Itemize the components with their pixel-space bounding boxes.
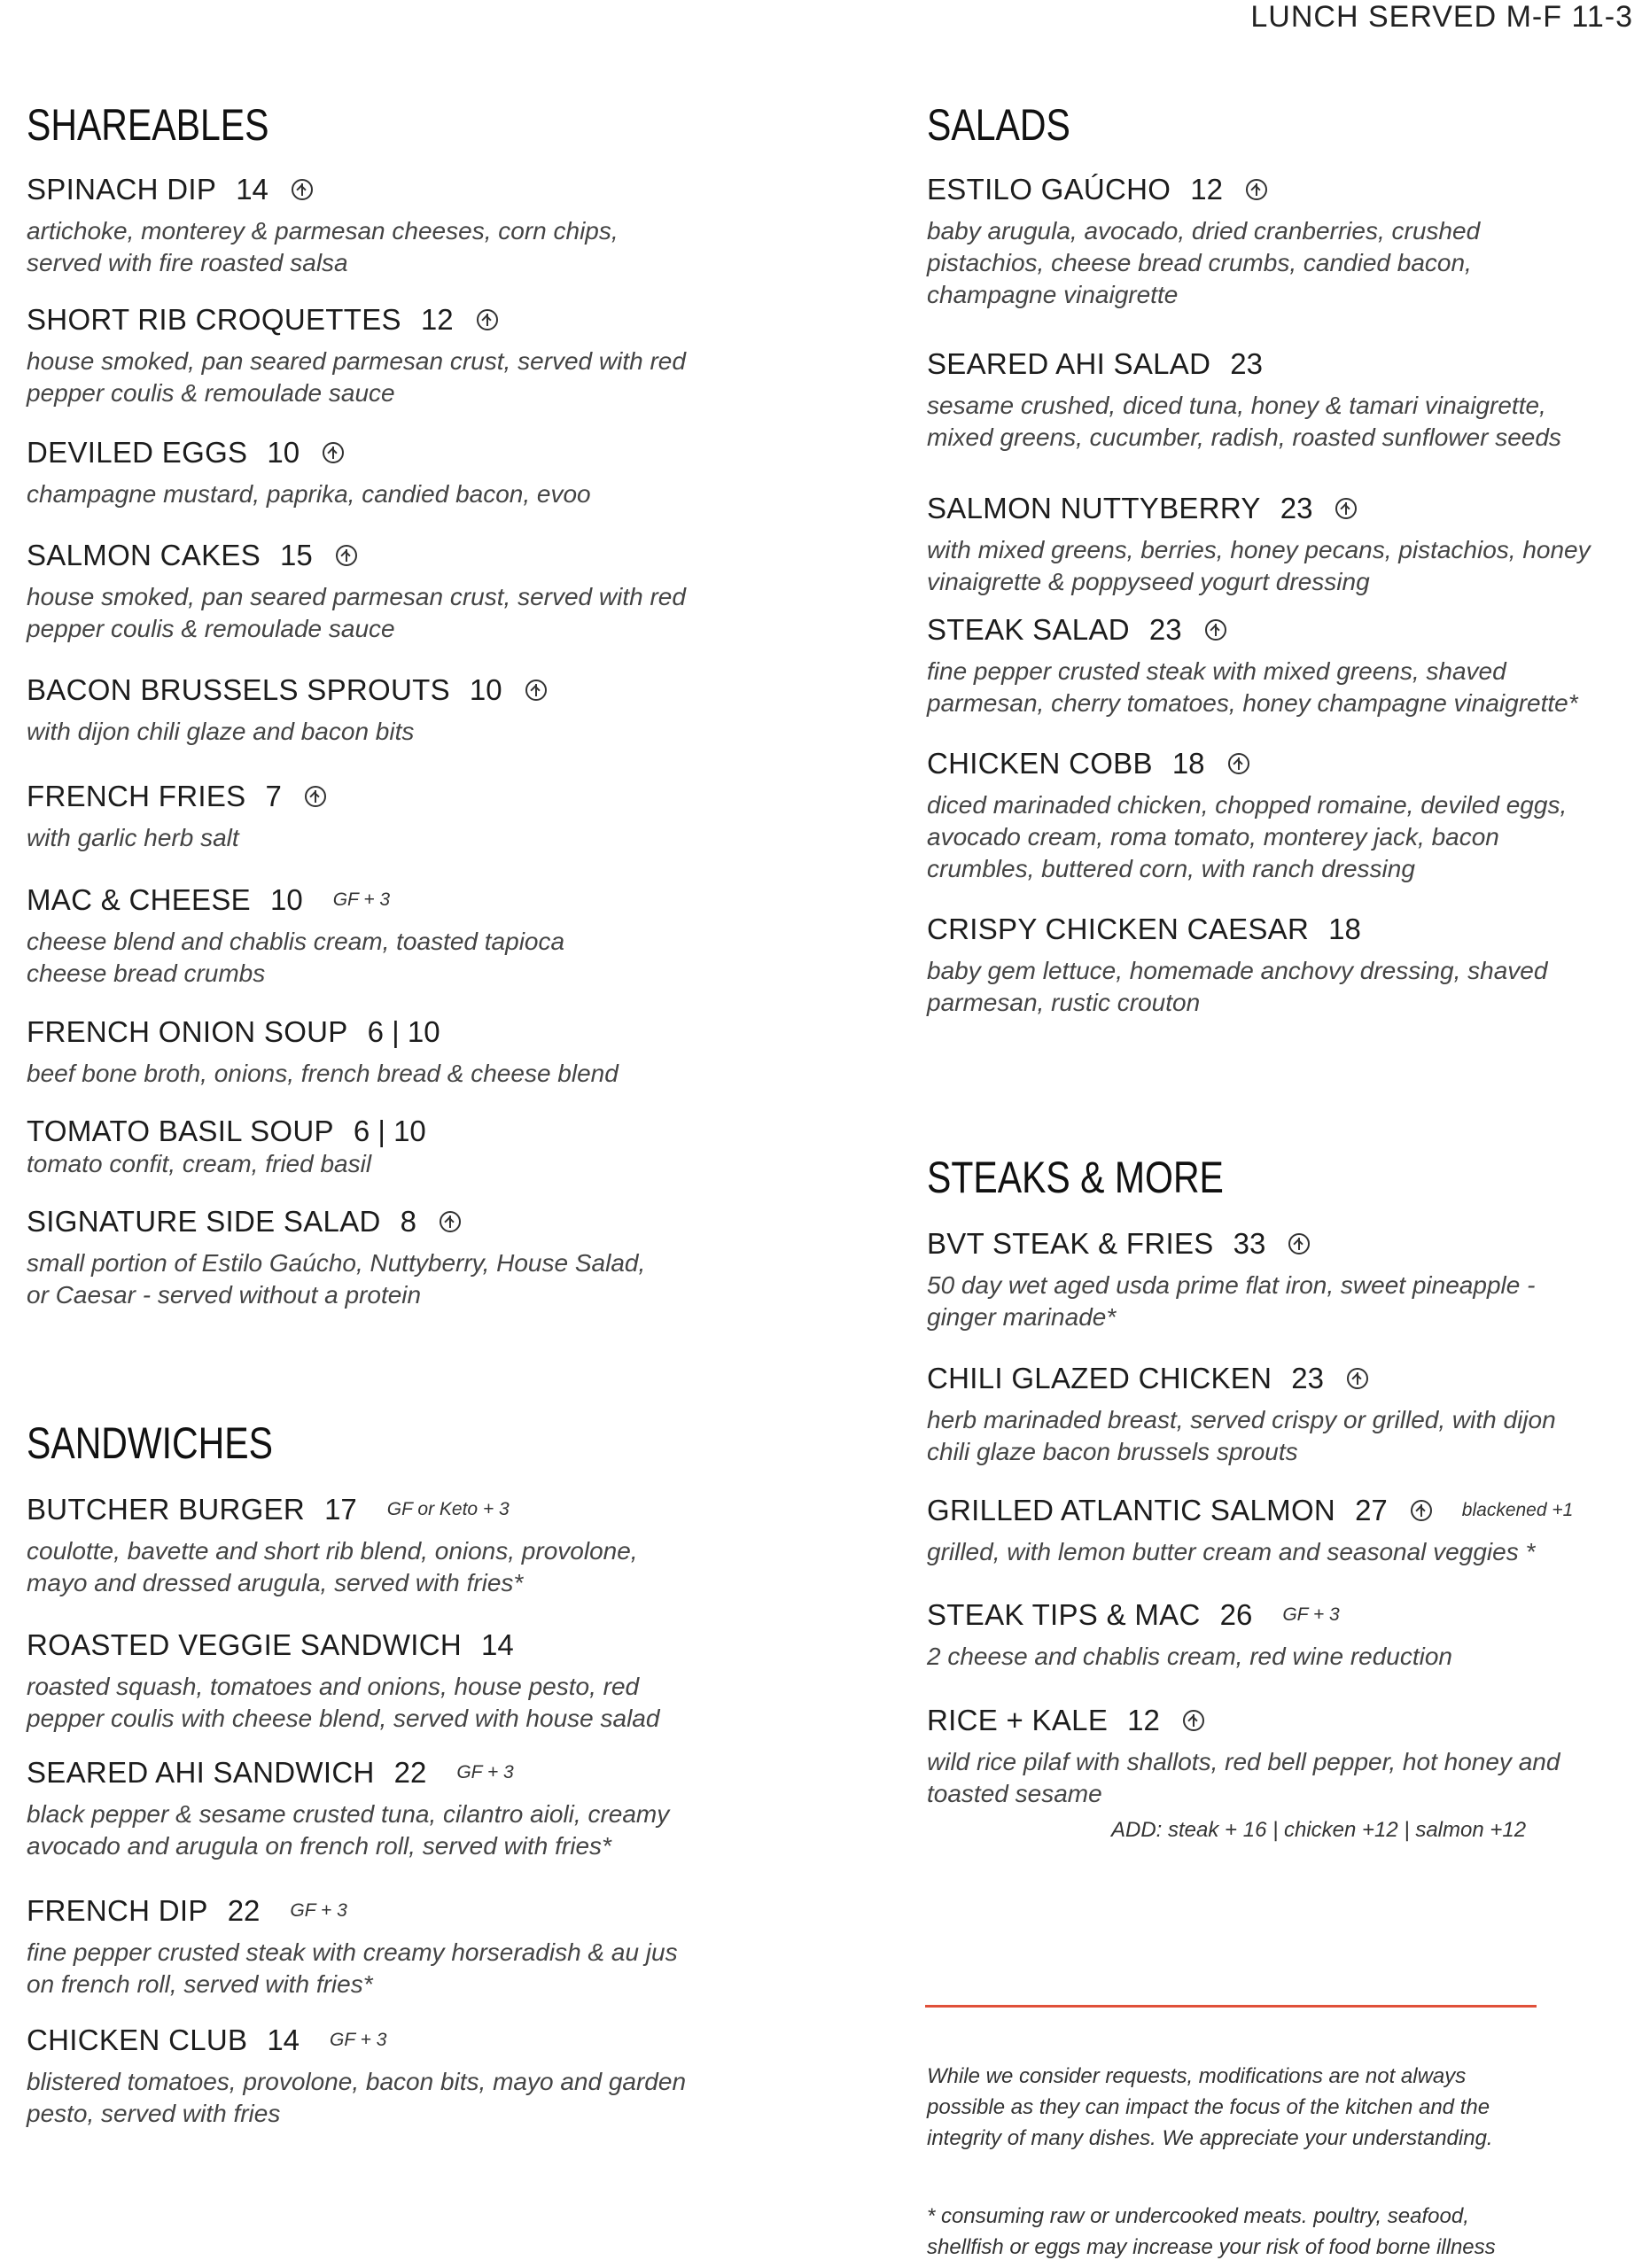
menu-item-price: 26	[1219, 1598, 1253, 1631]
section-title-salads: SALADS	[927, 100, 1070, 150]
menu-item-price: 18	[1171, 747, 1205, 780]
menu-item	[27, 673, 547, 748]
menu-item	[27, 1756, 669, 1862]
menu-item-price: 18	[1328, 913, 1361, 945]
menu-item-price: 7	[265, 780, 282, 812]
menu-item-header	[27, 1756, 669, 1790]
menu-item-header	[27, 1894, 678, 1928]
menu-item	[27, 436, 591, 510]
menu-item-description: beef bone broth, onions, french bread & cheese blend	[27, 1060, 619, 1087]
menu-item-header	[27, 883, 564, 917]
gluten-free-icon	[440, 1211, 461, 1232]
menu-item-description: fine pepper crusted steak with creamy horseradish & au jus on french roll, served with fries*	[27, 1938, 678, 1998]
menu-item	[27, 2023, 686, 2130]
menu-item-name: SHORT RIB CROQUETTES	[27, 303, 401, 336]
menu-item-modifier-note: GF or Keto + 3	[386, 1499, 510, 1519]
menu-item-header	[927, 613, 1578, 647]
lunch-hours-note: LUNCH SERVED M-F 11-3	[1250, 0, 1633, 34]
menu-item-header	[927, 173, 1480, 206]
menu-item-name: FRENCH ONION SOUP	[27, 1015, 348, 1048]
gluten-free-icon	[1335, 498, 1357, 519]
menu-item-description: small portion of Estilo Gaúcho, Nuttyberry, House Salad, or Caesar - served without a protein	[27, 1249, 646, 1309]
menu-item-name: CHILI GLAZED CHICKEN	[927, 1362, 1272, 1394]
menu-item-header	[27, 1015, 619, 1049]
menu-item-name: ESTILO GAÚCHO	[927, 173, 1171, 206]
modifications-note: While we consider requests, modifications are not always possible as they can impact the focus of the kitchen and the integrity of many dishes. We appreciate your understanding.	[927, 2064, 1493, 2150]
menu-item-name: FRENCH FRIES	[27, 780, 246, 812]
menu-item-modifier-note: GF + 3	[330, 2030, 387, 2050]
menu-item-description: roasted squash, tomatoes and onions, house pesto, red pepper coulis with cheese blend, served with house salad	[27, 1673, 660, 1732]
menu-item-description: baby arugula, avocado, dried cranberries, crushed pistachios, cheese bread crumbs, candied bacon, champagne vinaigrette	[927, 217, 1481, 308]
menu-item-header	[27, 303, 686, 337]
menu-item-header	[927, 1227, 1535, 1261]
menu-item-header	[27, 436, 591, 470]
menu-item-description: sesame crushed, diced tuna, honey & tamari vinaigrette, mixed greens, cucumber, radish, roasted sunflower seeds	[927, 392, 1561, 451]
menu-item-header	[27, 173, 619, 206]
menu-item	[927, 613, 1578, 719]
menu-item-price: 15	[280, 539, 313, 571]
menu-item	[27, 173, 619, 279]
menu-item-header	[927, 1704, 1560, 1737]
menu-item-name: CRISPY CHICKEN CAESAR	[927, 913, 1310, 945]
menu-item-name: SEARED AHI SANDWICH	[27, 1756, 375, 1789]
menu-item-name: SEARED AHI SALAD	[927, 347, 1211, 380]
menu-item-description: champagne mustard, paprika, candied bacon, evoo	[27, 480, 591, 508]
menu-item-description: fine pepper crusted steak with mixed greens, shaved parmesan, cherry tomatoes, honey champagne vinaigrette*	[927, 657, 1578, 717]
menu-item-price: 23	[1291, 1362, 1324, 1394]
menu-item-description: coulotte, bavette and short rib blend, onions, provolone, mayo and dressed arugula, served with fries*	[27, 1537, 638, 1596]
menu-item-price: 23	[1280, 492, 1313, 524]
menu-item-description: with garlic herb salt	[27, 824, 239, 851]
menu-item	[927, 347, 1561, 454]
menu-item-modifier-note: GF + 3	[290, 1900, 347, 1921]
menu-item	[27, 1115, 426, 1180]
menu-item	[927, 492, 1591, 598]
menu-item-description: cheese blend and chablis cream, toasted tapioca cheese bread crumbs	[27, 928, 565, 987]
section-title-steaks: STEAKS & MORE	[927, 1153, 1224, 1202]
menu-item-price: 10	[270, 883, 303, 916]
menu-item-modifier-note: GF + 3	[1282, 1604, 1340, 1625]
menu-item-name: BUTCHER BURGER	[27, 1493, 306, 1526]
menu-item	[927, 747, 1567, 885]
gluten-free-icon	[1205, 619, 1226, 641]
menu-item-header	[27, 2023, 686, 2057]
menu-item-header	[927, 492, 1591, 525]
menu-item-description: 2 cheese and chablis cream, red wine reduction	[927, 1643, 1453, 1670]
menu-item-price: 12	[1190, 173, 1223, 206]
menu-item	[27, 1493, 638, 1599]
menu-item-header	[927, 913, 1547, 946]
menu-item	[927, 1362, 1556, 1468]
section-title-shareables: SHAREABLES	[27, 100, 269, 150]
menu-item-name: MAC & CHEESE	[27, 883, 251, 916]
menu-item-name: TOMATO BASIL SOUP	[27, 1115, 334, 1147]
menu-item-modifier-note: GF + 3	[332, 889, 391, 910]
menu-item-name: SIGNATURE SIDE SALAD	[27, 1205, 381, 1238]
menu-item-price: 22	[393, 1756, 427, 1789]
section-title-sandwiches: SANDWICHES	[27, 1418, 273, 1468]
menu-item-description: blistered tomatoes, provolone, bacon bits, mayo and garden pesto, served with fries	[27, 2068, 687, 2127]
menu-item-modifier-note: blackened +1	[1461, 1500, 1574, 1520]
menu-item	[27, 1628, 659, 1735]
menu-item-price: 8	[400, 1205, 417, 1238]
menu-item	[927, 913, 1547, 1019]
gluten-free-icon	[292, 179, 313, 200]
menu-item-name: SPINACH DIP	[27, 173, 217, 206]
menu-item-description: artichoke, monterey & parmesan cheeses, corn chips, served with fire roasted salsa	[27, 217, 619, 276]
menu-item-price: 27	[1355, 1494, 1388, 1526]
gluten-free-icon	[305, 786, 326, 807]
menu-item-description: grilled, with lemon butter cream and seasonal veggies *	[927, 1538, 1536, 1565]
menu-item-price: 12	[1127, 1704, 1160, 1736]
menu-item-description: black pepper & sesame crusted tuna, cilantro aioli, creamy avocado and arugula on french roll, served with fries*	[27, 1800, 670, 1860]
menu-item-header	[27, 780, 326, 813]
menu-item-header	[27, 1115, 426, 1148]
menu-item-price: 17	[324, 1493, 357, 1526]
menu-item-name: BVT STEAK & FRIES	[927, 1227, 1214, 1260]
menu-item-description: wild rice pilaf with shallots, red bell pepper, hot honey and toasted sesame	[927, 1748, 1560, 1807]
menu-item-price: 10	[267, 436, 300, 469]
menu-item-description: herb marinaded breast, served crispy or grilled, with dijon chili glaze bacon brussels sprouts	[927, 1406, 1556, 1465]
menu-item-header	[27, 539, 686, 572]
menu-item-name: RICE + KALE	[927, 1704, 1109, 1736]
menu-item-description: baby gem lettuce, homemade anchovy dressing, shaved parmesan, rustic crouton	[927, 957, 1548, 1016]
menu-item-name: STEAK TIPS & MAC	[927, 1598, 1201, 1631]
menu-item-description: with dijon chili glaze and bacon bits	[27, 718, 415, 745]
menu-item-name: DEVILED EGGS	[27, 436, 248, 469]
menu-item-price: 6 | 10	[353, 1115, 426, 1147]
menu-item	[27, 883, 564, 990]
menu-item	[27, 1015, 619, 1090]
menu-item-description: with mixed greens, berries, honey pecans, pistachios, honey vinaigrette & poppyseed yogurt dressing	[927, 536, 1591, 595]
menu-item-name: GRILLED ATLANTIC SALMON	[927, 1494, 1336, 1526]
gluten-free-icon	[1246, 179, 1267, 200]
menu-item-header	[927, 747, 1567, 781]
gluten-free-icon	[323, 442, 344, 463]
menu-item-header	[27, 673, 547, 707]
menu-item	[927, 1227, 1535, 1333]
menu-item-header	[927, 347, 1561, 381]
menu-item-price: 12	[420, 303, 454, 336]
add-protein-line: ADD: steak + 16 | chicken +12 | salmon +12	[1111, 1818, 1527, 1842]
gluten-free-icon	[1183, 1710, 1204, 1731]
gluten-free-icon	[336, 545, 357, 566]
gluten-free-icon	[1347, 1368, 1368, 1389]
menu-item-header	[927, 1494, 1573, 1527]
menu-item-header	[27, 1628, 659, 1662]
menu-item-price: 33	[1233, 1227, 1266, 1260]
menu-item-name: SALMON NUTTYBERRY	[927, 492, 1261, 524]
menu-item-header	[927, 1362, 1556, 1395]
menu-item-price: 23	[1230, 347, 1263, 380]
menu-item-name: ROASTED VEGGIE SANDWICH	[27, 1628, 462, 1661]
menu-item	[27, 1894, 678, 2000]
gluten-free-icon	[1288, 1233, 1310, 1254]
menu-item	[27, 780, 326, 854]
menu-item	[27, 1205, 645, 1311]
menu-item-name: SALMON CAKES	[27, 539, 261, 571]
menu-item-price: 6 | 10	[367, 1015, 440, 1048]
menu-item	[927, 1704, 1560, 1810]
menu-item-modifier-note: GF + 3	[456, 1762, 514, 1783]
menu-item-description: tomato confit, cream, fried basil	[27, 1150, 372, 1177]
menu-item-price: 14	[236, 173, 268, 206]
gluten-free-icon	[1228, 753, 1249, 774]
menu-item-price: 14	[267, 2023, 300, 2056]
footer-divider	[925, 2005, 1537, 2008]
menu-item	[927, 1598, 1452, 1673]
menu-item-name: CHICKEN COBB	[927, 747, 1153, 780]
menu-item	[927, 173, 1480, 311]
menu-item-header	[27, 1493, 638, 1526]
menu-item-name: STEAK SALAD	[927, 613, 1130, 646]
consumption-warning: * consuming raw or undercooked meats. poultry, seafood, shellfish or eggs may increase your risk of food borne illness	[927, 2204, 1496, 2259]
menu-item-name: FRENCH DIP	[27, 1894, 208, 1927]
menu-item	[927, 1494, 1573, 1568]
menu-item-description: 50 day wet aged usda prime flat iron, sweet pineapple - ginger marinade*	[927, 1271, 1536, 1331]
menu-item-description: diced marinaded chicken, chopped romaine, deviled eggs, avocado cream, roma tomato, monterey jack, bacon crumbles, buttered corn, with ranch dressing	[927, 791, 1568, 882]
menu-item-description: house smoked, pan seared parmesan crust, served with red pepper coulis & remoulade sauce	[27, 347, 686, 407]
gluten-free-icon	[477, 309, 498, 330]
menu-item-price: 10	[469, 673, 502, 706]
gluten-free-icon	[525, 680, 547, 701]
menu-item-price: 22	[227, 1894, 261, 1927]
menu-item	[27, 303, 686, 409]
menu-item-name: BACON BRUSSELS SPROUTS	[27, 673, 450, 706]
menu-item-header	[927, 1598, 1452, 1632]
menu-item-price: 14	[480, 1628, 514, 1661]
gluten-free-icon	[1411, 1500, 1432, 1521]
menu-item-description: house smoked, pan seared parmesan crust, served with red pepper coulis & remoulade sauce	[27, 583, 686, 642]
menu-item	[27, 539, 686, 645]
menu-item-price: 23	[1148, 613, 1182, 646]
menu-item-header	[27, 1205, 645, 1239]
menu-item-name: CHICKEN CLUB	[27, 2023, 248, 2056]
